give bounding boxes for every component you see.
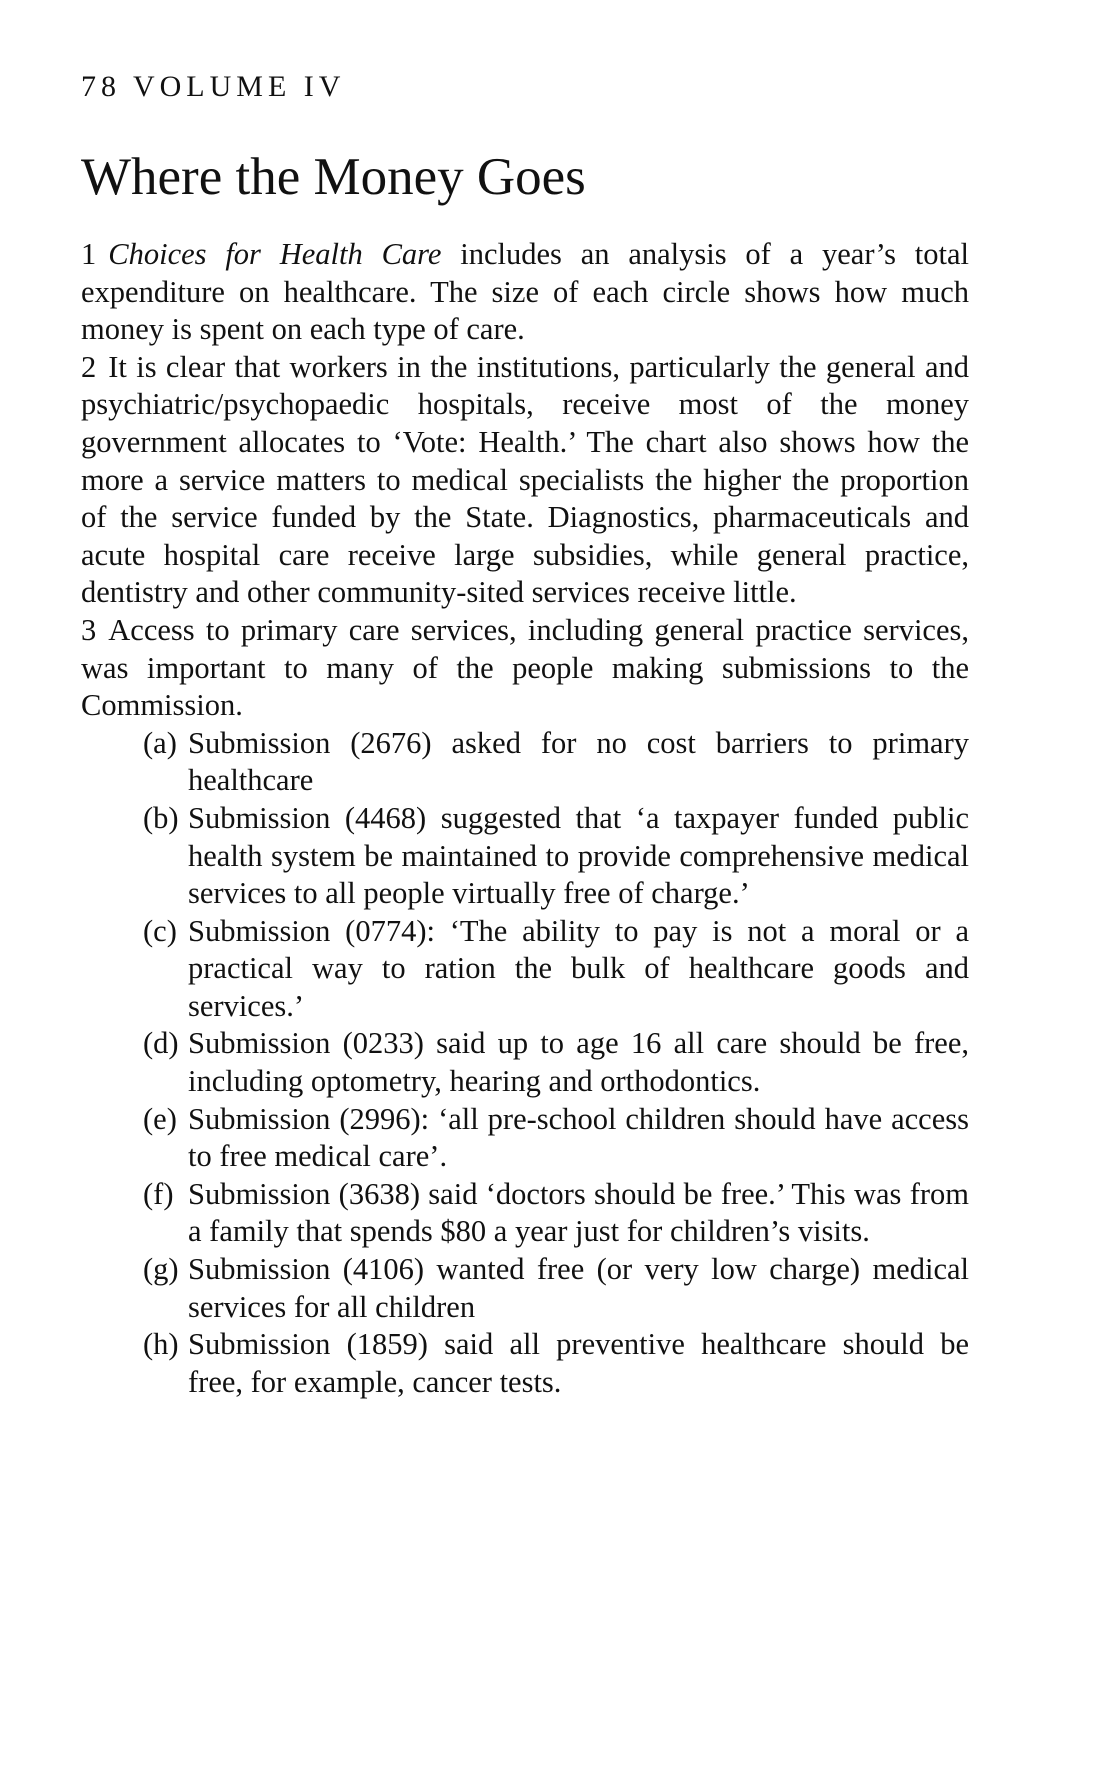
document-page <box>81 70 969 1401</box>
list-item <box>81 913 969 1026</box>
paragraph-1 <box>81 236 969 349</box>
list-item <box>81 1101 969 1176</box>
publication-title: Choices for Health Care <box>108 237 442 271</box>
paragraph-text: includes an analysis of a year’s total expenditure on healthcare. The size of each circle shows how much money is spent on each type of care. <box>81 237 969 347</box>
paragraph-text: Access to primary care services, including general practice services, was important to many of the people making submissions to the Commission. <box>81 612 969 723</box>
list-item-text: Submission (2676) asked for no cost barriers to primary healthcare <box>188 725 969 798</box>
submissions-list <box>81 725 969 1402</box>
paragraph-number: 3 <box>81 612 97 647</box>
list-item-text: Submission (4106) wanted free (or very low charge) medical services for all children <box>188 1252 969 1324</box>
page-title: Where the Money Goes <box>81 148 586 206</box>
paragraph-number: 2 <box>81 349 97 384</box>
list-item-text: Submission (2996): ‘all pre-school children should have access to free medical care’. <box>188 1101 969 1174</box>
list-marker: (e) <box>143 1101 177 1136</box>
list-marker: (c) <box>143 913 177 948</box>
list-item-text: Submission (3638) said ‘doctors should be free.’ This was from a family that spends $80 a year just for children’s visits. <box>188 1176 969 1249</box>
list-item-text: Submission (0233) said up to age 16 all care should be free, including optometry, hearing and orthodontics. <box>188 1026 969 1099</box>
list-item-text: Submission (1859) said all preventive healthcare should be free, for example, cancer tests. <box>188 1327 969 1399</box>
list-item <box>81 1251 969 1326</box>
paragraph-text: It is clear that workers in the institutions, particularly the general and psychiatric/psychopaedic hospitals, receive most of the money government allocates to ‘Vote: Health.’ The chart also shows how the more a service matters to medical specialists the higher the proportion of the service funded by the State. Diagnostics, pharmaceuticals and acute hospital care receive large subsidies, while general practice, dentistry and other community-sited services receive little. <box>81 349 969 610</box>
paragraph-2 <box>81 349 969 612</box>
list-item-text: Submission (0774): ‘The ability to pay is not a moral or a practical way to ration the bulk of healthcare goods and services.’ <box>188 913 969 1023</box>
list-marker: (b) <box>143 800 179 835</box>
list-marker: (d) <box>143 1026 179 1061</box>
list-marker: (g) <box>143 1252 179 1287</box>
list-item <box>81 1025 969 1100</box>
list-marker: (a) <box>143 725 177 760</box>
list-marker: (h) <box>143 1327 179 1362</box>
list-item <box>81 1326 969 1401</box>
running-head: 78 VOLUME IV <box>81 70 346 103</box>
list-item <box>81 800 969 913</box>
paragraph-number: 1 <box>81 237 97 271</box>
list-marker: (f) <box>143 1176 174 1211</box>
list-item <box>81 725 969 800</box>
list-item <box>81 1176 969 1251</box>
paragraph-3 <box>81 612 969 725</box>
list-item-text: Submission (4468) suggested that ‘a taxpayer funded public health system be maintained to provide comprehensive medical services to all people virtually free of charge.’ <box>188 800 969 911</box>
